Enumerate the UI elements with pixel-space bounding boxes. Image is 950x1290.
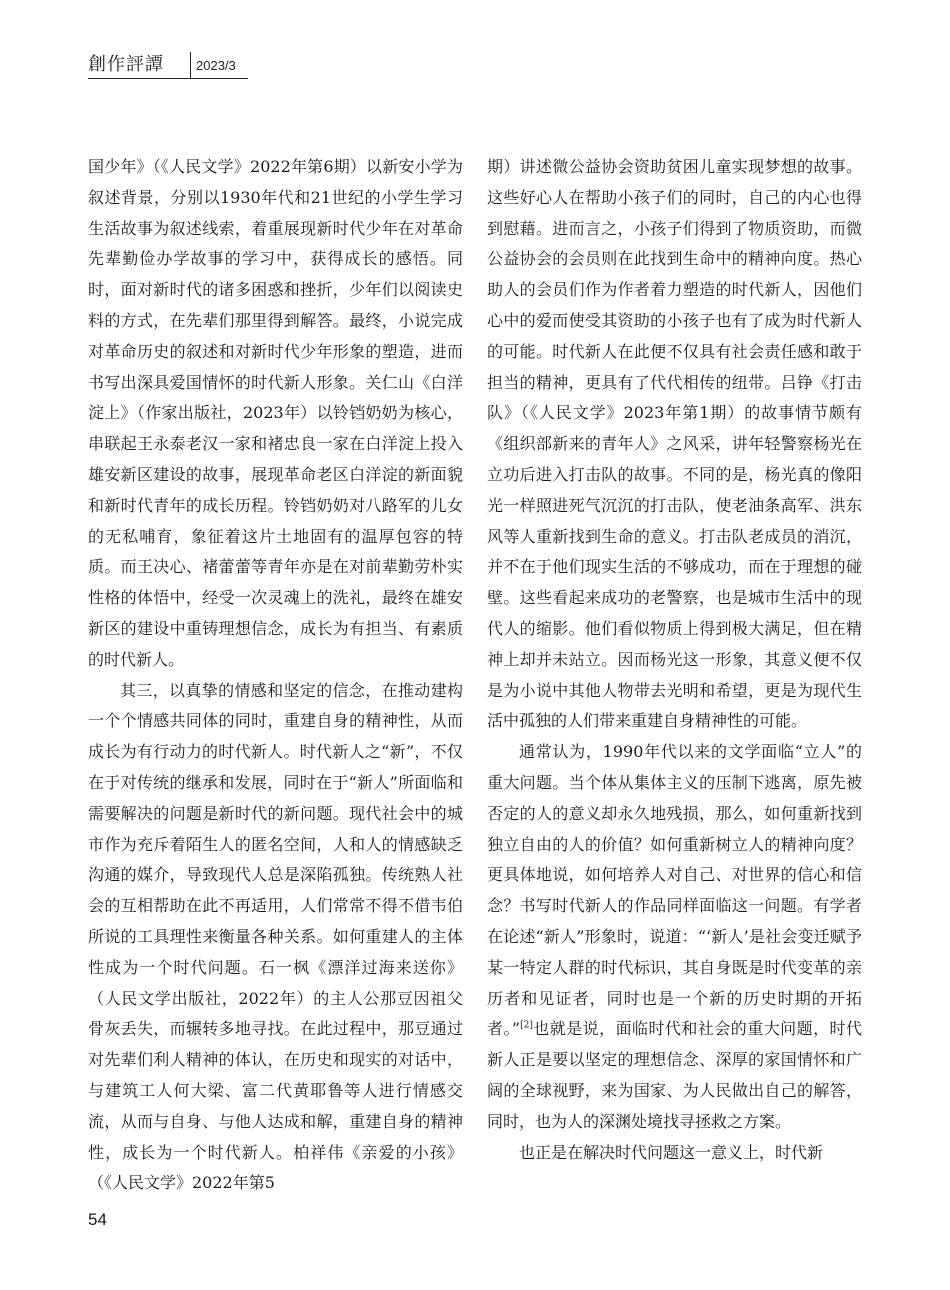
left-column — [88, 152, 463, 1199]
paragraph: 其三，以真挚的情感和坚定的信念，在推动建构一个个情感共同体的同时，重建自身的精神性，从而成长为有行动力的时代新人。时代新人之“新”，不仅在于对传统的继承和发展，同时在于“新人”所面临和需要解决的问题是新时代的新问题。现代社会中的城市作为充斥着陌生人的匿名空间，人和人的情感缺乏沟通的媒介，导致现代人总是深陷孤独。传统熟人社会的互相帮助在此不再适用，人们常常不得不借韦伯所说的工具理性来衡量各种关系。如何重建人的主体性成为一个时代问题。石一枫《漂洋过海来送你》（人民文学出版社，2022年）的主人公那豆因祖父骨灰丢失，而辗转多地寻找。在此过程中，那豆通过对先辈们利人精神的体认，在历史和现实的对话中，与建筑工人何大梁、富二代黄耶鲁等人进行情感交流，从而与自身、与他人达成和解，重建自身的精神性，成长为一个时代新人。柏祥伟《亲爱的小孩》（《人民文学》2022年第5 — [88, 680, 463, 1193]
footnote-ref[interactable]: [2] — [520, 1020, 533, 1031]
paragraph-text: 也就是说，面临时代和社会的重大问题，时代新人正是要以坚定的理想信念、深厚的家国情怀和广阔的全球视野，来为国家、为人民做出自己的解答，同时，也为人的深渊处境找寻拯救之方案。 — [487, 1019, 862, 1131]
paragraph: 也正是在解决时代问题这一意义上，时代新 — [519, 1142, 824, 1162]
paragraph — [487, 737, 862, 1137]
paragraph-text: 通常认为，1990年代以来的文学面临“立人”的重大问题。当个体从集体主义的压制下逃离，原先被否定的人的意义却永久地残损，那么，如何重新找到独立自由的人的价值？如何重新树立人的精神向度？更具体地说，如何培养人对自己、对世界的信心和信念？书写时代新人的作品同样面临这一问题。有学者在论述“新人”形象时，说道：“‘新人’是社会变迁赋予某一特定人群的时代标识，其自身既是时代变革的亲历者和见证者，同时也是一个新的历史时期的开拓者。” — [487, 742, 862, 1039]
paragraph: 期）讲述微公益协会资助贫困儿童实现梦想的故事。这些好心人在帮助小孩子们的同时，自己的内心也得到慰藉。进而言之，小孩子们得到了物质资助，而微公益协会的会员则在此找到生命中的精神向度。热心助人的会员们作为作者着力塑造的时代新人，因他们心中的爱而使受其资助的小孩子也有了成为时代新人的可能。时代新人在此便不仅具有社会责任感和敢于担当的精神，更具有了代代相传的纽带。吕铮《打击队》（《人民文学》2023年第1期）的故事情节颇有《组织部新来的青年人》之风采，讲年轻警察杨光在立功后进入打击队的故事。不同的是，杨光真的像阳光一样照进死气沉沉的打击队，使老油条高军、洪东风等人重新找到生命的意义。打击队老成员的消沉，并不在于他们现实生活的不够成功，而在于理想的碰壁。这些看起来成功的老警察，也是城市生活中的现代人的缩影。他们看似物质上得到极大满足，但在精神上却并未站立。因而杨光这一形象，其意义便不仅是为小说中其他人物带去光明和希望，更是为现代生活中孤独的人们带来重建自身精神性的可能。 — [487, 157, 862, 731]
page-number: 54 — [88, 1210, 107, 1229]
header-divider — [190, 52, 191, 78]
issue-number: 2023/3 — [196, 58, 236, 73]
running-header — [88, 52, 388, 82]
journal-logo: 創作評譚 — [88, 54, 164, 75]
right-column — [487, 152, 862, 1168]
paragraph: 国少年》（《人民文学》2022年第6期）以新安小学为叙述背景，分别以1930年代和21世纪的小学生学习生活故事为叙述线索，着重展现新时代少年在对革命先辈勤俭办学故事的学习中，获得成长的感悟。同时，面对新时代的诸多困惑和挫折，少年们以阅读史料的方式，在先辈们那里得到解答。最终，小说完成对革命历史的叙述和对新时代少年形象的塑造，进而书写出深具爱国情怀的时代新人形象。关仁山《白洋淀上》（作家出版社，2023年）以铃铛奶奶为核心，串联起王永泰老汉一家和褚忠良一家在白洋淀上投入雄安新区建设的故事，展现革命老区白洋淀的新面貌和新时代青年的成长历程。铃铛奶奶对八路军的儿女的无私哺育，象征着这片土地固有的温厚包容的特质。而王决心、褚蕾蕾等青年亦是在对前辈勤劳朴实性格的体悟中，经受一次灵魂上的洗礼，最终在雄安新区的建设中重铸理想信念，成长为有担当、有素质的时代新人。 — [88, 157, 463, 669]
header-rule — [88, 78, 248, 79]
